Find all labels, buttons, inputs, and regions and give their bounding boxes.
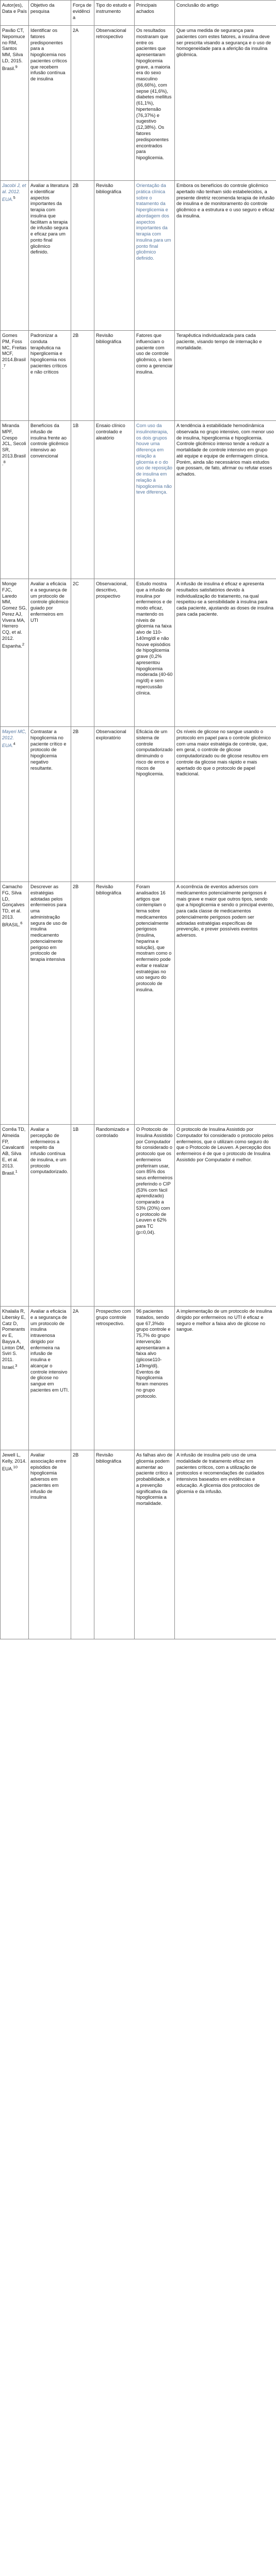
cell-study: Revisão bibliográfica [94,181,135,331]
cell-findings: As falhas alvo de glicemia podem aumentar ao paciente crítico a probabilidade, e a prevenção significativa da hipoglicemia a mortalidade. [135,1450,175,1639]
table-row [1,331,276,421]
cell-level: 1B [71,421,94,579]
cell-level: 2B [71,181,94,331]
cell-author [1,26,29,181]
table-row [1,26,276,181]
cell-study: Observacional, descritivo, prospectivo [94,579,135,727]
cell-findings: Eficácia de um sistema de controle computadorizado diminuindo o risco de erros e riscos de hipoglicemia. [135,727,175,882]
cell-findings: 96 pacientes tratados, sendo que 67,3%do grupo controle e 75,7% do grupo intervenção apresentaram a faixa alvo (glicose110-149mg/dl). Eventos de hipoglicemia foram menores no grupo protocolo. [135,1307,175,1450]
col-header-findings: Principais achados [135,1,175,26]
cell-conclusion: A ocorrência de eventos adversos com medicamentos potencialmente perigosos é mais grave e maior que outros tipos, sendo que a hipoglicemia e sendo o principal evento, para cada classe de medicamentos potencialmente perigosos podem ser adotadas estratégias específicas de prevenção, e prever possíveis eventos adversos. [175,882,276,1125]
cell-findings: Foram analisados 16 artigos que contemplam o tema sobre medicamentos potencialmente perigosos (insulina, heparina e solução), que mostram como o enfermeiro pode evitar e realizar estratégias no uso seguro do protocolo de insulina. [135,882,175,1125]
cell-author [1,181,29,331]
cell-conclusion: A tendência à estabilidade hemodinâmica observada no grupo intensivo, com menor uso de insulina, hiperglicemia e hipoglicemia. Controle glicêmico intenso tende a reduzir a mortalidade de controle intensivo em grupo até equipe e equipe de enfermagem clínica. Porém, ainda são necessários mais estudos que possam, de fato, afirmar ou refutar esses achados. [175,421,276,579]
reference-superscript: 10 [13,1464,18,1469]
cell-objective: Padronizar a conduta terapêutica na hiperglicemia e hipoglicemia nos pacientes críticos e não críticos [29,331,71,421]
cell-findings: O Protocolo de Insulina Assistido por Computador foi considerado o protocolo que os enfermeiros preferiram usar, com 85% dos seus enfermeiros preferindo o CIP (53% com fácil aprendizado) comparado a 53% (20%) com o protocolo de Leuven e 62% para TC (p=0,04). [135,1125,175,1307]
author-text: Corrêa TD, Almeida FP, Cavalcanti AB, Silva E, et al. 2013. Brasil. [2,1127,26,1176]
cell-conclusion: A infusão de insulina é eficaz e apresenta resultados satisfatórios devido à individualização do tratamento, na qual respeitou-se a sensibilidade à insulina para cada paciente, ajustando as doses de insulina para cada paciente. [175,579,276,727]
cell-conclusion: Que uma medida de segurança para pacientes com estes fatores, a insulina deve ser prescrita visando a segurança e o uso de homogeneidade para a aferição da insulina glicêmica. [175,26,276,181]
reference-superscript: 1 [15,1169,18,1174]
cell-objective: Contrastar a hipoglicemia no paciente crítico e protocolo de hipoglicemia negativo resultante. [29,727,71,882]
table-row [1,421,276,579]
cell-findings: Os resultados mostraram que entre os pacientes que apresentaram hipoglicemia grave, a maioria era do sexo masculino (66,66%), com sepse (41,6%), diabetes mellitus (61,1%), hipertensão (76,37%) e sugestivo (12,38%). Os fatores predisponentes encontrados para hipoglicemia. [135,26,175,181]
cell-conclusion: A infusão de insulina pelo uso de uma modalidade de tratamento eficaz em pacientes críticos, com a utilização de protocolos e recomendações de cuidados intensivos baseados em evidências e educação. A glicemia dos protocolos de glicemia e da infusão. [175,1450,276,1639]
cell-level: 2A [71,1307,94,1450]
reference-superscript: 5 [13,195,15,200]
author-text: Gomes PM, Foss MC, Freitas MCF, 2014.Brasil. [2,333,27,370]
col-header-study: Tipo do estudo e instrumento [94,1,135,26]
cell-author [1,1450,29,1639]
cell-conclusion: A implementação de um protocolo de insulina dirigido por enfermeiros no UTI é eficaz e seguro e melhor a faixa alvo de glicose no sangue. [175,1307,276,1450]
cell-level: 1B [71,1125,94,1307]
cell-objective: Avaliar a literatura e identificar aspectos importantes da terapia com insulina que facilitam a terapia de infusão segura e eficaz para um ponto final glicêmico definido. [29,181,71,331]
table-row [1,1125,276,1307]
cell-author [1,1125,29,1307]
cell-findings: Com uso da insulinoterapia, os dois grupos houve uma diferença em relação a glicemia e o do uso de reposição de insulina em relação à hipoglicemia não teve diferença. [135,421,175,579]
cell-author [1,421,29,579]
cell-level: 2A [71,26,94,181]
cell-study: Observacional retrospectivo [94,26,135,181]
col-header-level: Força de evidência [71,1,94,26]
cell-objective: Avaliar associação entre episódios de hipoglicemia adversos em pacientes em infusão de insulina [29,1450,71,1639]
cell-level: 2B [71,727,94,882]
cell-objective: Descrever as estratégias adotadas pelos enfermeiros para uma administração segura de uso de insulina medicamento potencialmente perigoso em protocolo de terapia intensiva [29,882,71,1125]
cell-study: Ensaio clínico controlado e aleatório [94,421,135,579]
cell-findings: Orientação da prática clínica sobre o tratamento da hiperglicemia e abordagem dos aspectos importantes da terapia com insulina para um ponto final glicêmico definido. [135,181,175,331]
author-text: Pavão CT, Nepomuceno RM, Santos MM, Silva LD, 2015. Brasil. [2,28,25,71]
cell-objective: Avaliar a percepção de enfermeiros a respeito da infusão contínua de insulina, e um protocolo computadorizado. [29,1125,71,1307]
cell-conclusion: Terapêutica individualizada para cada paciente, visando tempo de internação e mortalidade. [175,331,276,421]
cell-level: 2B [71,1450,94,1639]
cell-study: Randomizado e controlado [94,1125,135,1307]
cell-author [1,579,29,727]
cell-level: 2C [71,579,94,727]
cell-study: Revisão bibliográfica [94,331,135,421]
cell-study: Prospectivo com grupo controle retrospectivo. [94,1307,135,1450]
cell-study: Revisão bibliográfica [94,1450,135,1639]
cell-author [1,1307,29,1450]
author-text: Monge FJC, Laredo MM, Gomez SG, Perez AJ, Vivera MA, Herrero CQ, et al. 2012. Espanha. [2,581,27,649]
cell-level: 2B [71,331,94,421]
cell-author [1,727,29,882]
author-text: Jewell L, Kelly, 2014. EUA. [2,1452,27,1471]
cell-level: 2B [71,882,94,1125]
table-row [1,181,276,331]
reference-superscript: 8 [3,459,6,464]
author-text: Camacho FG, Silva LD, Gonçalves TD, et al. 2013. BRASIL. [2,884,25,927]
table-row [1,1450,276,1639]
cell-conclusion: Embora os benefícios do controle glicêmico apertado não tenham sido estabelecidos, a presente diretriz recomenda terapia de infusão de insulina e de monitoramento do controle glicêmico e a estrutura e o uso seguro e eficaz da insulina. [175,181,276,331]
cell-objective: Avaliar a eficácia e a segurança de um protocolo de insulina intravenosa dirigido por enfermeira na infusão de insulina e alcançar o controle intensivo de glicose no sangue em pacientes em UTI. [29,1307,71,1450]
author-text: Mayeri MC, 2012. EUA. [2,729,26,748]
cell-objective: Identificar os fatores predisponentes para a hipoglicemia nos pacientes críticos que recebem infusão contínua de insulina [29,26,71,181]
reference-superscript: 7 [3,363,6,368]
cell-study: Observacional exploratório [94,727,135,882]
col-header-conclusion: Conclusão do artigo [175,1,276,26]
cell-author [1,882,29,1125]
reference-superscript: 2 [22,641,25,647]
cell-conclusion: O protocolo de Insulina Assistido por Computador foi considerado o protocolo pelos enfermeiros, que o utilizam como seguro do que o Protocolo de Leuven. A percepção dos enfermeiros é de que o protocolo de Insulina Assistido por Computador é melhor. [175,1125,276,1307]
cell-conclusion: Os níveis de glicose no sangue usando o protocolo em papel para o controle glicêmico com uma maior estratégia de controle, que, em geral, o controle de glicose computadorizado ou de glicose resultou em controle da glicose mais rápido e mais apertado do que o protocolo de papel tradicional. [175,727,276,882]
cell-findings: Estudo mostra que a infusão de insulina por enfermeiros e de modo eficaz, mantendo os níveis de glicemia na faixa alvo de 110-140mg/dl e não houve episódios de hipoglicemia grave (0,2% apresentou hipoglicemia moderada (40-60 mg/dl) e sem repercussão clínica. [135,579,175,727]
table-row [1,579,276,727]
col-header-objective: Objetivo da pesquisa [29,1,71,26]
reference-superscript: 3 [15,1363,18,1368]
author-text: Jacobi J, et al. 2012. EUA. [2,183,26,202]
cell-findings: Fatores que influenciam o paciente com uso de controle glicêmico, o bem como a gerenciar insulina. [135,331,175,421]
table-row [1,882,276,1125]
reference-superscript: 6 [20,920,23,925]
table-row [1,727,276,882]
author-text: Khalaila R, Libersky E, Catz D, Pomerantsev E, Bayya A, Linton DM, Sviri S. 2011. Israel. [2,1309,26,1370]
col-header-author: Autor(es), Data e País [1,1,29,26]
cell-author [1,331,29,421]
cell-study: Revisão bibliográfica [94,882,135,1125]
cell-objective: Avaliar a eficácia e a segurança de um protocolo de controle glicêmico guiado por enfermeiros em UTI [29,579,71,727]
table-header-row [1,1,276,26]
table-row [1,1307,276,1450]
reference-superscript: 4 [13,741,15,746]
reference-superscript: 9 [15,64,18,69]
cell-objective: Benefícios da infusão de insulina frente ao controle glicêmico intensivo ao convencional [29,421,71,579]
author-text: Miranda MPF, Crespo JCL, Secoli SR, 2013.Brasil. [2,423,26,466]
